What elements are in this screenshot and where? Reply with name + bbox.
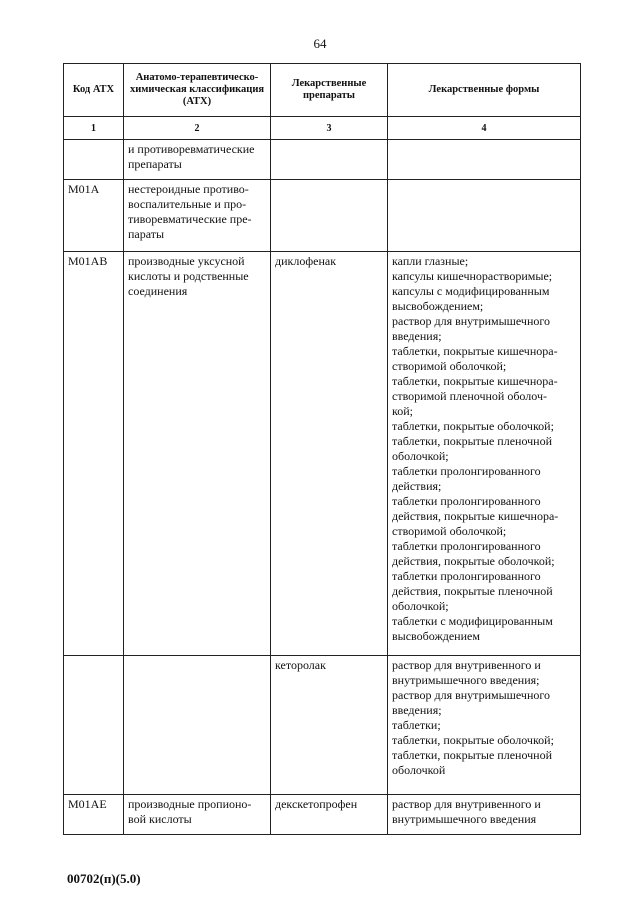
header-dosage-forms: Лекарственные формы bbox=[388, 64, 581, 117]
dosage-forms-cell: раствор для внутривенного и внутримышечного введения bbox=[388, 795, 581, 835]
atc-code-cell: M01AB bbox=[64, 252, 124, 656]
atc-code-cell bbox=[64, 656, 124, 795]
drug-cell: кеторолак bbox=[271, 656, 388, 795]
table-row bbox=[64, 252, 581, 656]
table-row bbox=[64, 180, 581, 252]
column-number: 1 bbox=[64, 117, 124, 140]
atc-code-cell: M01A bbox=[64, 180, 124, 252]
classification-cell: производные уксусной кислоты и родственные соединения bbox=[124, 252, 271, 656]
classification-cell: производные пропионо- вой кислоты bbox=[124, 795, 271, 835]
drug-cell bbox=[271, 180, 388, 252]
table-row bbox=[64, 140, 581, 180]
drug-cell: декскетопрофен bbox=[271, 795, 388, 835]
document-code: 00702(п)(5.0) bbox=[67, 871, 141, 886]
header-row bbox=[64, 64, 581, 117]
header-classification: Анатомо-терапевтическо-химическая классификация (АТХ) bbox=[124, 64, 271, 117]
classification-cell: нестероидные противо- воспалительные и про- тиворевматические пре- параты bbox=[124, 180, 271, 252]
table-row bbox=[64, 656, 581, 795]
dosage-forms-cell bbox=[388, 140, 581, 180]
page-number: 64 bbox=[313, 36, 327, 51]
column-number: 2 bbox=[124, 117, 271, 140]
dosage-forms-cell: капли глазные; капсулы кишечнорастворимые; капсулы с модифицированным высвобождением; раствор для внутримышечного введения; таблетки, покрытые кишечнора- створимой оболочкой; таблетки, покрытые кишечнора- створимой пленочной оболоч- кой; таблетки, покрытые оболочкой; таблетки, покрытые пленочной оболочкой; таблетки пролонгированного действия; таблетки пролонгированного действия, покрытые кишечнора- створимой оболочкой; таблетки пролонгированного действия, покрытые оболочкой; таблетки пролонгированного действия, покрытые пленочной оболочкой; таблетки с модифицированным высвобождением bbox=[388, 252, 581, 656]
column-number: 4 bbox=[388, 117, 581, 140]
drug-cell: диклофенак bbox=[271, 252, 388, 656]
column-number-row bbox=[64, 117, 581, 140]
dosage-forms-cell: раствор для внутривенного и внутримышечного введения; раствор для внутримышечного введения; таблетки; таблетки, покрытые оболочкой; таблетки, покрытые пленочной оболочкой bbox=[388, 656, 581, 795]
header-drugs: Лекарственные препараты bbox=[271, 64, 388, 117]
table-row bbox=[64, 795, 581, 835]
dosage-forms-cell bbox=[388, 180, 581, 252]
header-atc-code: Код АТХ bbox=[64, 64, 124, 117]
atc-code-cell: M01AE bbox=[64, 795, 124, 835]
column-number: 3 bbox=[271, 117, 388, 140]
classification-cell bbox=[124, 656, 271, 795]
atc-drug-table bbox=[63, 63, 581, 835]
drug-cell bbox=[271, 140, 388, 180]
atc-code-cell bbox=[64, 140, 124, 180]
classification-cell: и противоревматические препараты bbox=[124, 140, 271, 180]
